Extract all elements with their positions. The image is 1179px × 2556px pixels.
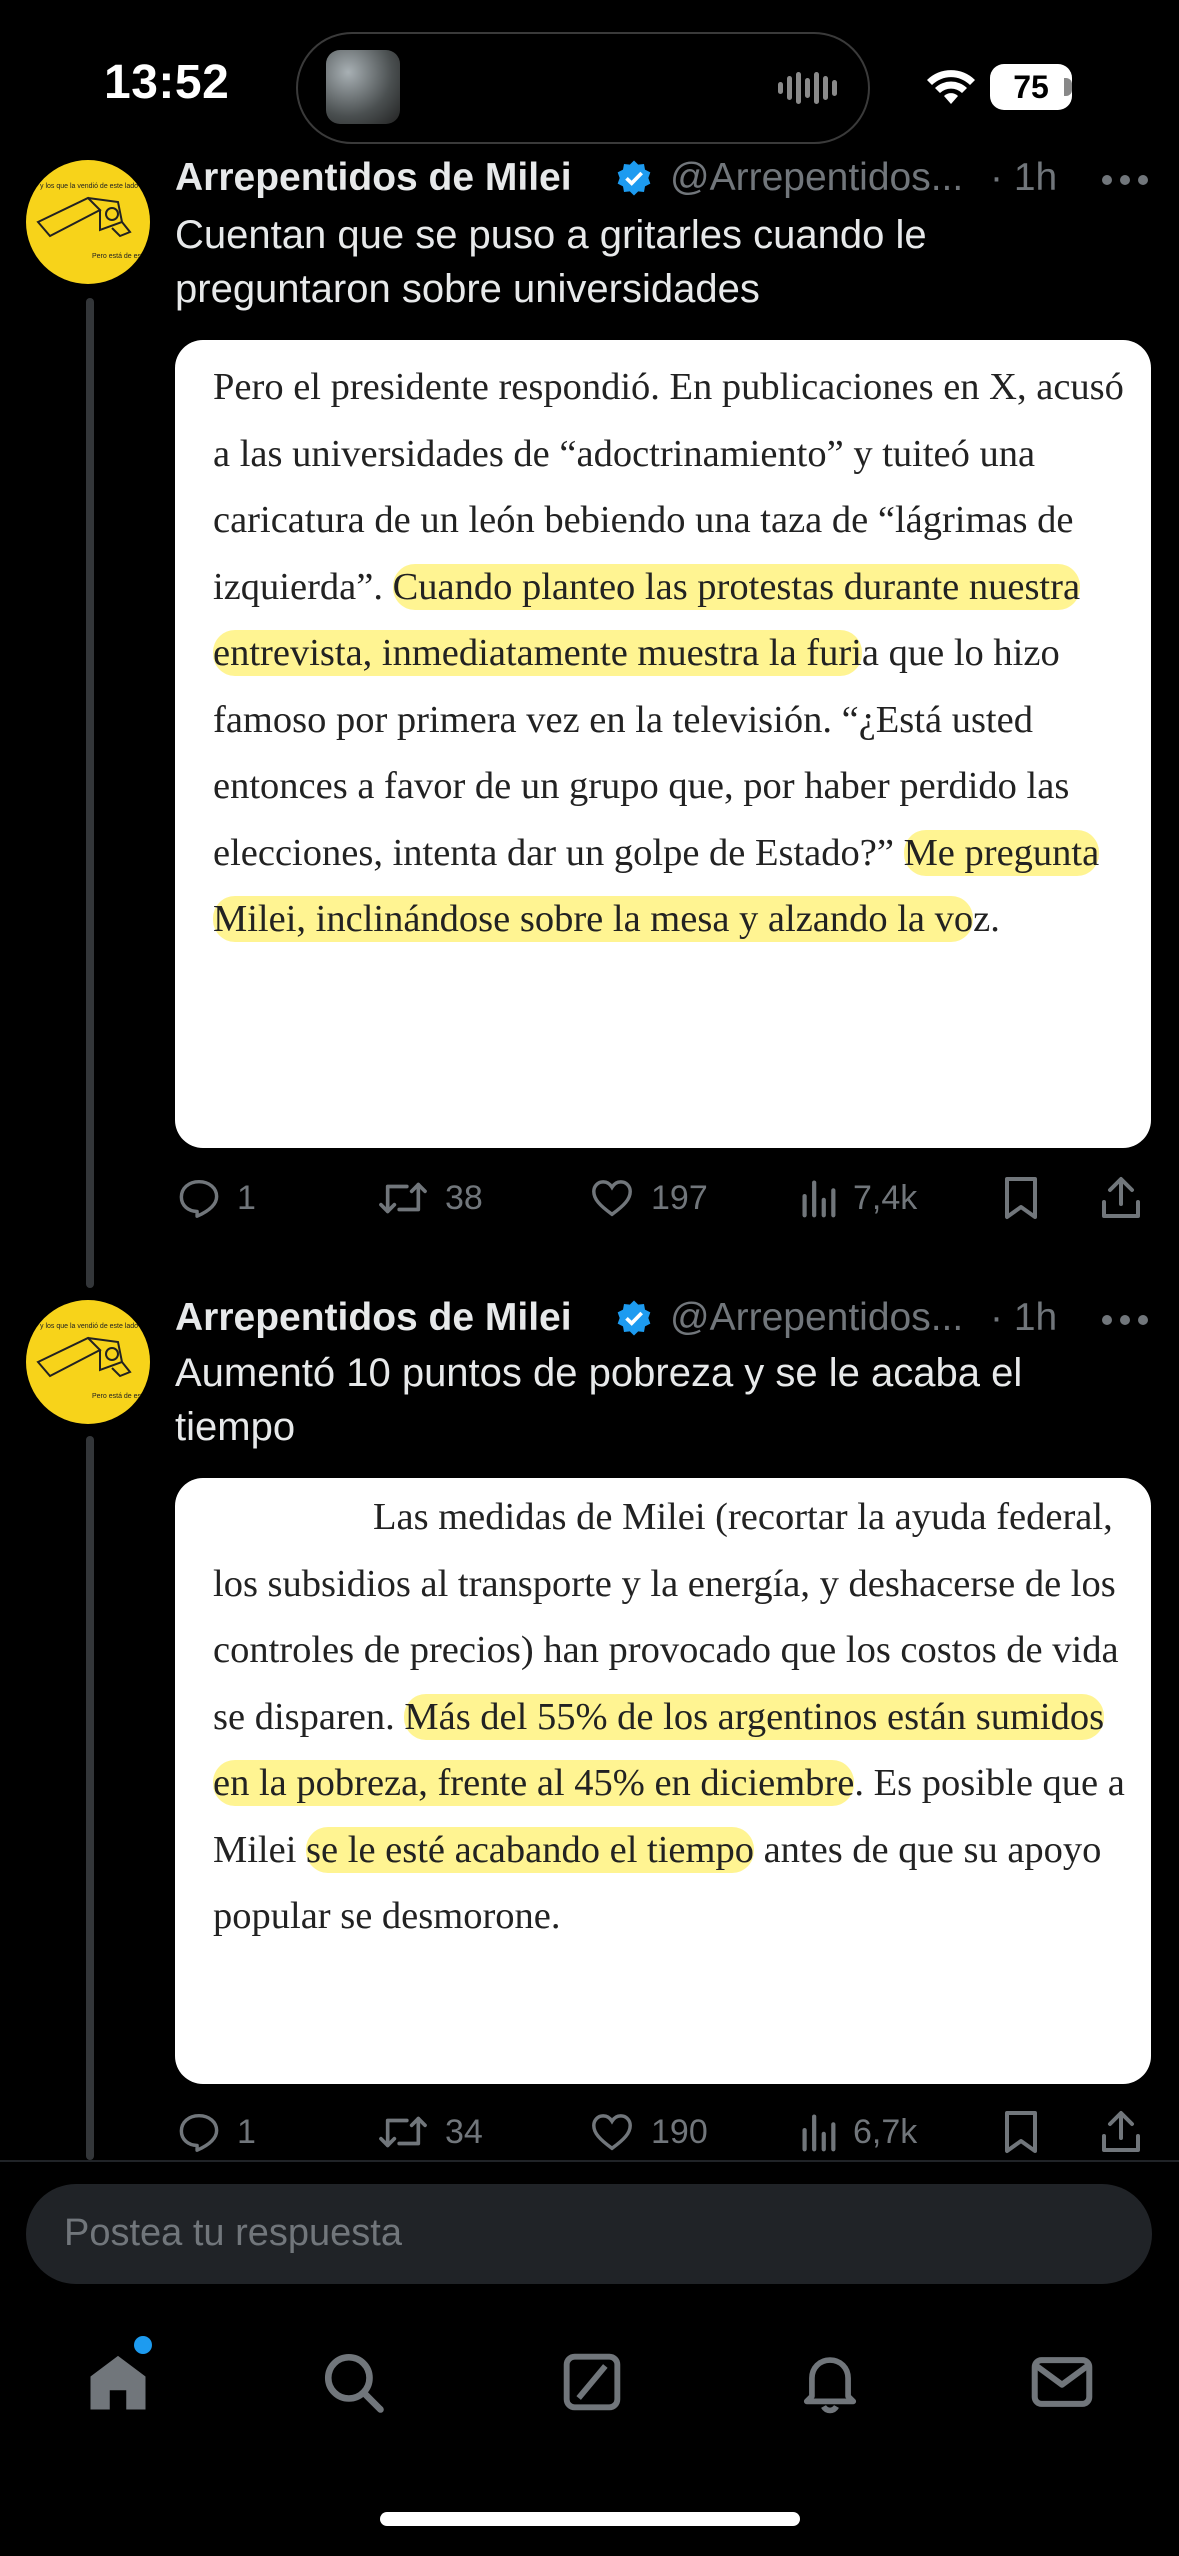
author-name[interactable]: Arrepentidos de Milei <box>175 156 572 199</box>
repost-icon <box>375 2109 431 2155</box>
reply-icon <box>175 2109 223 2155</box>
tweet-time: · 1h <box>990 1296 1058 1339</box>
svg-text:Pero está de este: Pero está de este <box>92 253 147 260</box>
verified-badge-icon <box>614 158 654 198</box>
card-text-segment: . Es posible que a Milei <box>213 1762 1125 1871</box>
like-count: 197 <box>651 1178 708 1217</box>
share-button[interactable] <box>1099 1168 1157 1228</box>
card-text-segment: z. <box>973 898 1000 940</box>
like-count: 190 <box>651 2112 708 2151</box>
heart-icon <box>587 1175 637 1221</box>
nav-notifications[interactable] <box>790 2342 870 2422</box>
share-icon <box>1099 1174 1143 1222</box>
thread-line <box>86 1436 94 2160</box>
bookmark-icon <box>1001 2108 1041 2156</box>
like-button[interactable] <box>587 1168 708 1228</box>
author-handle[interactable]: @Arrepentidos... <box>670 1296 964 1339</box>
svg-text:Pero está de este: Pero está de este <box>92 1393 147 1400</box>
battery-indicator: 75 <box>990 64 1072 110</box>
nav-grok[interactable] <box>552 2342 632 2422</box>
repost-icon <box>375 1175 431 1221</box>
verified-badge-icon <box>614 1298 654 1338</box>
tweet-time: · 1h <box>990 156 1058 199</box>
repost-count: 34 <box>445 2112 483 2151</box>
avatar[interactable] <box>26 1300 150 1424</box>
highlighted-text: se le esté acabando el tiempo <box>306 1828 754 1871</box>
svg-text:y los que la vendió de este la: y los que la vendió de este lado <box>40 183 139 190</box>
share-icon <box>1099 2108 1143 2156</box>
nav-search[interactable] <box>313 2342 393 2422</box>
thread-line <box>86 298 94 1288</box>
chainsaw-logo-icon <box>26 160 150 284</box>
repost-count: 38 <box>445 1178 483 1217</box>
nav-home[interactable] <box>78 2342 158 2422</box>
author-handle[interactable]: @Arrepentidos... <box>670 156 964 199</box>
views-icon <box>797 1175 839 1221</box>
nav-messages[interactable] <box>1022 2342 1102 2422</box>
search-icon <box>320 2349 386 2415</box>
views-count: 6,7k <box>853 2112 918 2151</box>
quoted-image-card[interactable] <box>175 1478 1151 2084</box>
highlighted-text: Más del 55% de los argentinos están sumidos en la pobreza, frente al 45% en diciembre <box>213 1695 1105 1804</box>
status-time: 13:52 <box>104 56 230 109</box>
more-options-icon[interactable] <box>1100 170 1150 190</box>
reply-separator <box>0 2160 1179 2162</box>
highlighted-text: Cuando planteo las protestas durante nuestra entrevista, inmediatamente muestra la furi <box>213 565 1081 674</box>
battery-tip <box>1064 78 1072 96</box>
reply-count: 1 <box>237 2112 256 2151</box>
views-button[interactable] <box>797 1168 917 1228</box>
card-text-segment: antes de que su apoyo popular se desmorone. <box>213 1828 1102 1937</box>
now-playing-thumbnail[interactable] <box>326 50 400 124</box>
reply-count: 1 <box>237 1178 256 1217</box>
tweet-actions <box>175 1168 1155 1228</box>
card-text-segment: Pero el presidente respondió. En publicaciones en X, acusó a las universidades de “adoctrinamiento” y tuiteó una caricatura de un león bebiendo una taza de “lágrimas de izquierda”. <box>213 366 1124 608</box>
avatar[interactable] <box>26 160 150 284</box>
image-text <box>175 1478 1133 1950</box>
reply-placeholder: Postea tu respuesta <box>64 2212 402 2254</box>
home-notification-dot <box>134 2336 152 2354</box>
card-text-segment: a que lo hizo famoso por primera vez en la televisión. “¿Está usted entonces a favor de un grupo que, por haber perdido las elecciones, intenta dar un golpe de Estado?” <box>213 632 1070 874</box>
audio-waveform-icon <box>778 68 840 108</box>
heart-icon <box>587 2109 637 2155</box>
bookmark-button[interactable] <box>1001 1168 1055 1228</box>
quoted-image-card[interactable] <box>175 340 1151 1148</box>
like-button[interactable] <box>587 2102 708 2162</box>
grok-icon <box>560 2350 624 2414</box>
repost-button[interactable] <box>375 2102 483 2162</box>
card-text-segment: Las medidas de Milei (recortar la ayuda federal, los subsidios al transporte y la energía, y deshacerse de los controles de precios) han provocado que los costos de vida se disparen. <box>213 1496 1119 1738</box>
share-button[interactable] <box>1099 2102 1157 2162</box>
reply-button[interactable] <box>175 1168 256 1228</box>
bookmark-button[interactable] <box>1001 2102 1055 2162</box>
wifi-icon <box>925 68 977 108</box>
notifications-icon <box>799 2349 861 2415</box>
chainsaw-logo-icon <box>26 1300 150 1424</box>
home-indicator[interactable] <box>380 2512 800 2526</box>
reply-icon <box>175 1175 223 1221</box>
views-count: 7,4k <box>853 1178 918 1217</box>
tweet-text: Aumentó 10 puntos de pobreza y se le acaba el tiempo <box>175 1351 1023 1449</box>
image-text <box>175 340 1133 953</box>
more-options-icon[interactable] <box>1100 1310 1150 1330</box>
tweet-text: Cuentan que se puso a gritarles cuando le preguntaron sobre universidades <box>175 213 927 311</box>
views-button[interactable] <box>797 2102 917 2162</box>
views-icon <box>797 2109 839 2155</box>
home-icon <box>83 2349 153 2415</box>
messages-icon <box>1029 2352 1095 2412</box>
highlighted-text: Me pregunta Milei, inclinándose sobre la mesa y alzando la vo <box>213 831 1100 940</box>
tweet-actions <box>175 2102 1155 2162</box>
svg-text:y los que la vendió de este la: y los que la vendió de este lado <box>40 1323 139 1330</box>
author-name[interactable]: Arrepentidos de Milei <box>175 1296 572 1339</box>
repost-button[interactable] <box>375 1168 483 1228</box>
reply-button[interactable] <box>175 2102 256 2162</box>
bookmark-icon <box>1001 1174 1041 1222</box>
